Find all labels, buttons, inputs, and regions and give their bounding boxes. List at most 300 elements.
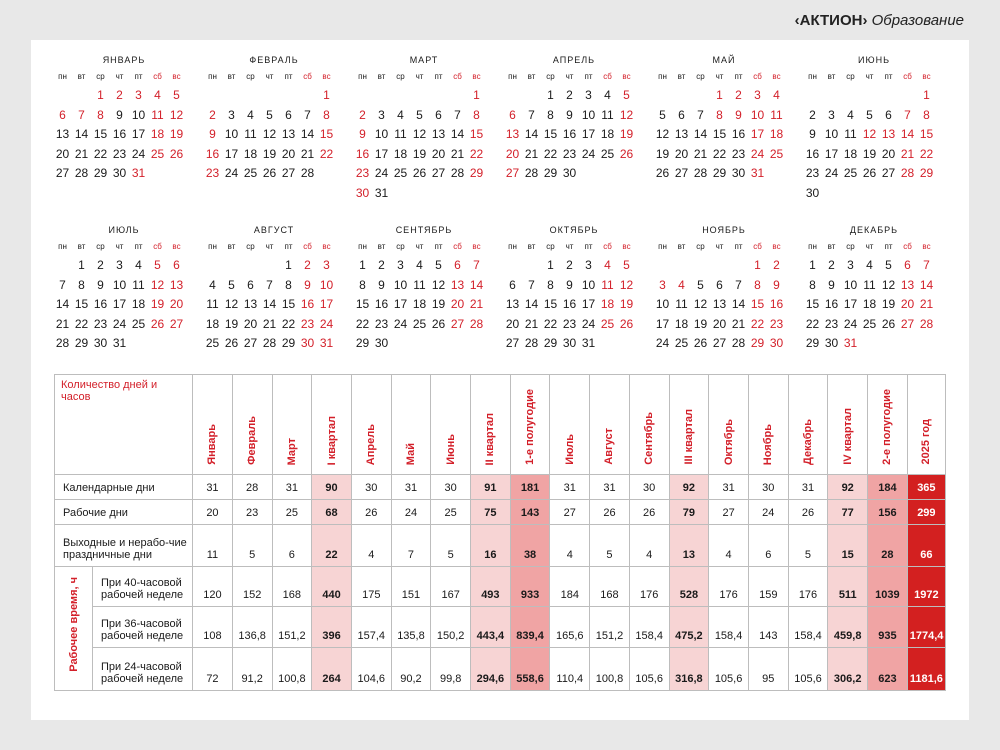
empty-cell [841,86,860,106]
day: 28 [55,336,70,350]
day: 27 [281,166,296,180]
day: 15 [93,127,108,141]
day: 25 [393,166,408,180]
table-cell: 31 [550,475,590,500]
table-cell: 28 [232,475,272,500]
day: 29 [919,166,934,180]
day: 17 [319,297,334,311]
month-7 [53,222,203,392]
day: 30 [355,185,370,200]
month-3 [353,52,503,222]
weekday-label: ср [246,72,255,81]
day: 15 [74,297,89,311]
day: 30 [805,185,820,200]
column-header-text: Декабрь [801,419,814,465]
day: 29 [543,336,558,350]
weekday-label: сб [603,72,612,81]
weekday-header [203,68,353,86]
empty-cell [879,86,898,106]
table-cell: 92 [828,475,868,500]
weekday-label: пт [584,242,593,251]
day: 1 [754,258,761,272]
day: 27 [900,316,915,331]
column-header-text: III квартал [682,409,695,465]
day: 7 [904,107,911,122]
empty-cell [353,86,372,106]
table-cell: 31 [391,475,431,500]
day: 17 [750,127,765,141]
day: 17 [824,146,839,161]
day: 25 [600,146,615,161]
day: 21 [524,316,539,331]
table-cell: 31 [193,475,233,500]
table-cell: 135,8 [391,607,431,648]
weekday-label: вт [527,72,536,81]
weekday-label: вс [472,72,481,81]
day: 30 [93,336,108,350]
month-name: ОКТЯБРЬ [549,225,599,235]
weekday-header [353,238,503,256]
day: 2 [773,258,780,272]
day: 1 [809,258,816,272]
weekday-label: вт [77,72,86,81]
month-8 [203,222,353,392]
day: 6 [285,107,292,122]
month-name: ФЕВРАЛЬ [249,55,299,65]
table-cell: 151,2 [590,607,630,648]
table-cell: 91 [471,475,511,500]
weekday-label: ср [846,242,855,251]
day: 16 [112,127,127,141]
month-4 [503,52,653,222]
day: 28 [300,166,315,180]
table-cell: 168 [272,567,312,607]
weekday-label: ср [396,72,405,81]
day: 1 [547,88,554,102]
day: 15 [355,297,370,311]
month-name: АПРЕЛЬ [552,55,596,65]
day: 21 [55,316,70,331]
month-12 [803,222,953,392]
empty-cell [391,86,410,106]
empty-cell [410,86,429,106]
day: 1 [323,88,330,102]
day: 3 [323,258,330,272]
day: 20 [712,316,727,331]
day: 23 [805,166,820,180]
day: 28 [524,336,539,350]
day: 9 [97,277,104,292]
day-grid [203,86,353,184]
day: 25 [205,336,220,350]
day: 19 [881,297,896,311]
column-header [471,375,511,475]
day: 15 [281,297,296,311]
day: 9 [809,127,816,141]
day: 14 [919,277,934,292]
table-cell: 5 [431,525,471,567]
day: 2 [828,258,835,272]
empty-cell [260,86,279,106]
table-row [55,567,946,607]
day: 12 [431,277,446,292]
day: 8 [473,107,480,122]
table-cell: 176 [709,567,749,607]
day: 3 [754,88,761,102]
table-cell: 443,4 [471,607,511,648]
months-grid [53,52,953,392]
weekday-label: вт [227,242,236,251]
day: 20 [505,146,520,161]
day-grid [503,86,653,184]
weekday-label: вт [377,72,386,81]
empty-cell [803,86,822,106]
day: 30 [562,336,577,350]
table-cell: 316,8 [669,648,709,691]
column-header-text: Май [404,442,417,465]
day: 11 [601,107,614,122]
day: 12 [169,107,184,122]
day: 31 [581,336,596,350]
day: 28 [693,166,708,180]
weekday-label: пт [584,72,593,81]
day: 12 [150,277,165,292]
day: 31 [319,336,334,350]
column-header [868,375,908,475]
empty-cell [691,256,710,276]
table-cell: 27 [550,500,590,525]
day: 23 [205,166,220,180]
day: 26 [169,146,184,161]
column-header-text: Январь [206,424,219,465]
weekday-label: вс [772,72,781,81]
weekday-header [53,68,203,86]
day: 11 [863,277,876,292]
table-cell: 440 [312,567,352,607]
column-header [351,375,391,475]
table-cell: 30 [351,475,391,500]
empty-cell [203,86,222,106]
day: 4 [154,88,161,102]
day: 30 [374,336,389,350]
weekday-label: ср [546,242,555,251]
day: 2 [566,88,573,102]
day: 21 [300,146,315,161]
day: 26 [150,316,165,331]
day: 19 [862,146,877,161]
day: 30 [731,166,746,180]
day: 19 [655,146,670,161]
table-cell: 157,4 [351,607,391,648]
column-header-text: IV квартал [841,408,854,465]
weekday-label: чт [865,242,874,251]
column-header [510,375,550,475]
empty-cell [241,86,260,106]
day: 8 [323,107,330,122]
day: 24 [319,316,334,331]
day: 31 [131,166,146,180]
day: 5 [416,107,423,122]
table-cell: 91,2 [232,648,272,691]
table-cell: 176 [629,567,669,607]
table-cell: 168 [590,567,630,607]
month-row [53,222,953,392]
table-cell: 4 [709,525,749,567]
empty-cell [691,86,710,106]
weekday-header [503,68,653,86]
day: 22 [919,146,934,161]
day: 4 [866,258,873,272]
day: 10 [131,107,146,122]
table-cell: 31 [590,475,630,500]
weekday-label: сб [603,242,612,251]
day: 5 [154,258,161,272]
table-cell: 100,8 [272,648,312,691]
day: 9 [828,277,835,292]
empty-cell [860,86,879,106]
day: 15 [319,127,334,141]
weekday-label: вс [322,242,331,251]
weekday-label: вс [922,72,931,81]
table-cell: 66 [907,525,945,567]
day: 9 [566,107,573,122]
table-cell: 1774,4 [907,607,945,648]
month-name: ИЮЛЬ [108,225,140,235]
day: 16 [300,297,315,311]
day: 19 [412,146,427,161]
weekday-label: чт [415,72,424,81]
day: 22 [469,146,484,161]
table-cell: 27 [709,500,749,525]
day: 12 [693,297,708,311]
day: 14 [693,127,708,141]
day: 28 [262,336,277,350]
day: 12 [412,127,427,141]
day: 9 [359,127,366,141]
day: 11 [132,277,145,292]
day: 2 [116,88,123,102]
day: 13 [281,127,296,141]
weekday-label: пт [884,242,893,251]
table-cell: 1972 [907,567,945,607]
day: 5 [885,258,892,272]
day: 23 [731,146,746,161]
day: 6 [885,107,892,122]
day: 14 [262,297,277,311]
table-cell: 558,6 [510,648,550,691]
day: 3 [228,107,235,122]
day: 29 [543,166,558,180]
day: 31 [750,166,765,180]
weekday-label: пн [808,242,817,251]
table-cell: 20 [193,500,233,525]
day: 29 [469,166,484,180]
day: 22 [805,316,820,331]
table-cell: 396 [312,607,352,648]
day: 20 [505,316,520,331]
day: 24 [393,316,408,331]
day: 22 [543,316,558,331]
weekday-label: чт [415,242,424,251]
day: 14 [524,297,539,311]
day: 10 [112,277,127,292]
day: 28 [74,166,89,180]
day: 7 [923,258,930,272]
day: 10 [750,107,765,122]
weekday-label: ср [696,242,705,251]
weekday-label: сб [903,242,912,251]
day: 17 [843,297,858,311]
day: 17 [581,297,596,311]
table-cell: 120 [193,567,233,607]
column-header [272,375,312,475]
weekday-label: ср [546,72,555,81]
table-cell: 158,4 [709,607,749,648]
day-grid [503,256,653,354]
day: 19 [431,297,446,311]
day: 2 [378,258,385,272]
day: 8 [547,277,554,292]
day: 7 [78,107,85,122]
column-header-text: Март [285,437,298,465]
day: 25 [769,146,784,161]
logo-brand: ‹АКТИОН› [794,12,868,29]
day: 21 [731,316,746,331]
day-grid [653,86,803,184]
day: 10 [374,127,389,141]
column-header-text: I квартал [325,415,338,465]
weekday-label: вс [172,72,181,81]
weekday-label: вс [622,242,631,251]
month-5 [653,52,803,222]
day: 8 [78,277,85,292]
day: 14 [55,297,70,311]
column-header [669,375,709,475]
weekday-label: сб [903,72,912,81]
table-row [55,500,946,525]
day: 1 [359,258,366,272]
table-cell: 31 [709,475,749,500]
day: 6 [678,107,685,122]
day: 18 [412,297,427,311]
weekday-label: вс [922,242,931,251]
day: 8 [716,107,723,122]
day: 17 [393,297,408,311]
column-header [312,375,352,475]
day-grid [53,256,203,354]
table-cell: 299 [907,500,945,525]
day: 5 [623,258,630,272]
day: 28 [450,166,465,180]
day: 23 [374,316,389,331]
day: 6 [509,277,516,292]
weekday-label: пн [358,72,367,81]
table-corner-label: Количество дней и часов [55,375,193,475]
table-cell: 511 [828,567,868,607]
weekday-label: вт [827,72,836,81]
day: 11 [244,127,257,141]
day-grid [803,86,953,203]
day: 6 [247,277,254,292]
day: 30 [300,336,315,350]
table-cell: 184 [550,567,590,607]
weekday-label: пн [58,72,67,81]
day: 11 [394,127,407,141]
weekday-header [803,238,953,256]
empty-cell [429,86,448,106]
day: 3 [135,88,142,102]
day: 22 [355,316,370,331]
day: 13 [55,127,70,141]
weekday-label: пт [434,72,443,81]
table-cell: 159 [748,567,788,607]
day: 3 [659,277,666,292]
day: 26 [619,146,634,161]
column-header-text: Ноябрь [762,423,775,465]
day: 19 [150,297,165,311]
day: 24 [131,146,146,161]
empty-cell [653,86,672,106]
table-cell: 90 [312,475,352,500]
weekday-label: чт [115,72,124,81]
day: 24 [824,166,839,180]
row-label: Календарные дни [55,475,193,500]
column-header-text: Июнь [444,434,457,465]
weekday-label: пт [884,72,893,81]
day: 21 [262,316,277,331]
day: 27 [712,336,727,350]
table-header-row [55,375,946,475]
day: 11 [770,107,783,122]
day: 5 [866,107,873,122]
table-cell: 4 [550,525,590,567]
weekday-header [53,238,203,256]
table-cell: 16 [471,525,511,567]
table-cell: 165,6 [550,607,590,648]
column-header [907,375,945,475]
column-header [232,375,272,475]
table-cell: 23 [232,500,272,525]
weekday-label: пт [734,72,743,81]
empty-cell [822,86,841,106]
table-cell: 26 [351,500,391,525]
day: 14 [300,127,315,141]
day: 25 [600,316,615,331]
day: 21 [900,146,915,161]
day: 16 [805,146,820,161]
weekday-label: пн [358,242,367,251]
day: 12 [619,277,634,292]
day: 23 [769,316,784,331]
day-grid [53,86,203,184]
day: 15 [805,297,820,311]
day: 2 [735,88,742,102]
table-cell: 13 [669,525,709,567]
worktime-label-text: Рабочее время, ч [67,577,80,672]
day: 25 [131,316,146,331]
day: 28 [469,316,484,331]
column-header [828,375,868,475]
day-grid [353,256,503,354]
table-cell: 6 [748,525,788,567]
day: 30 [112,166,127,180]
empty-cell [653,256,672,276]
weekday-label: сб [303,242,312,251]
weekday-label: чт [265,72,274,81]
day: 20 [169,297,184,311]
day: 27 [55,166,70,180]
weekday-label: вс [172,242,181,251]
